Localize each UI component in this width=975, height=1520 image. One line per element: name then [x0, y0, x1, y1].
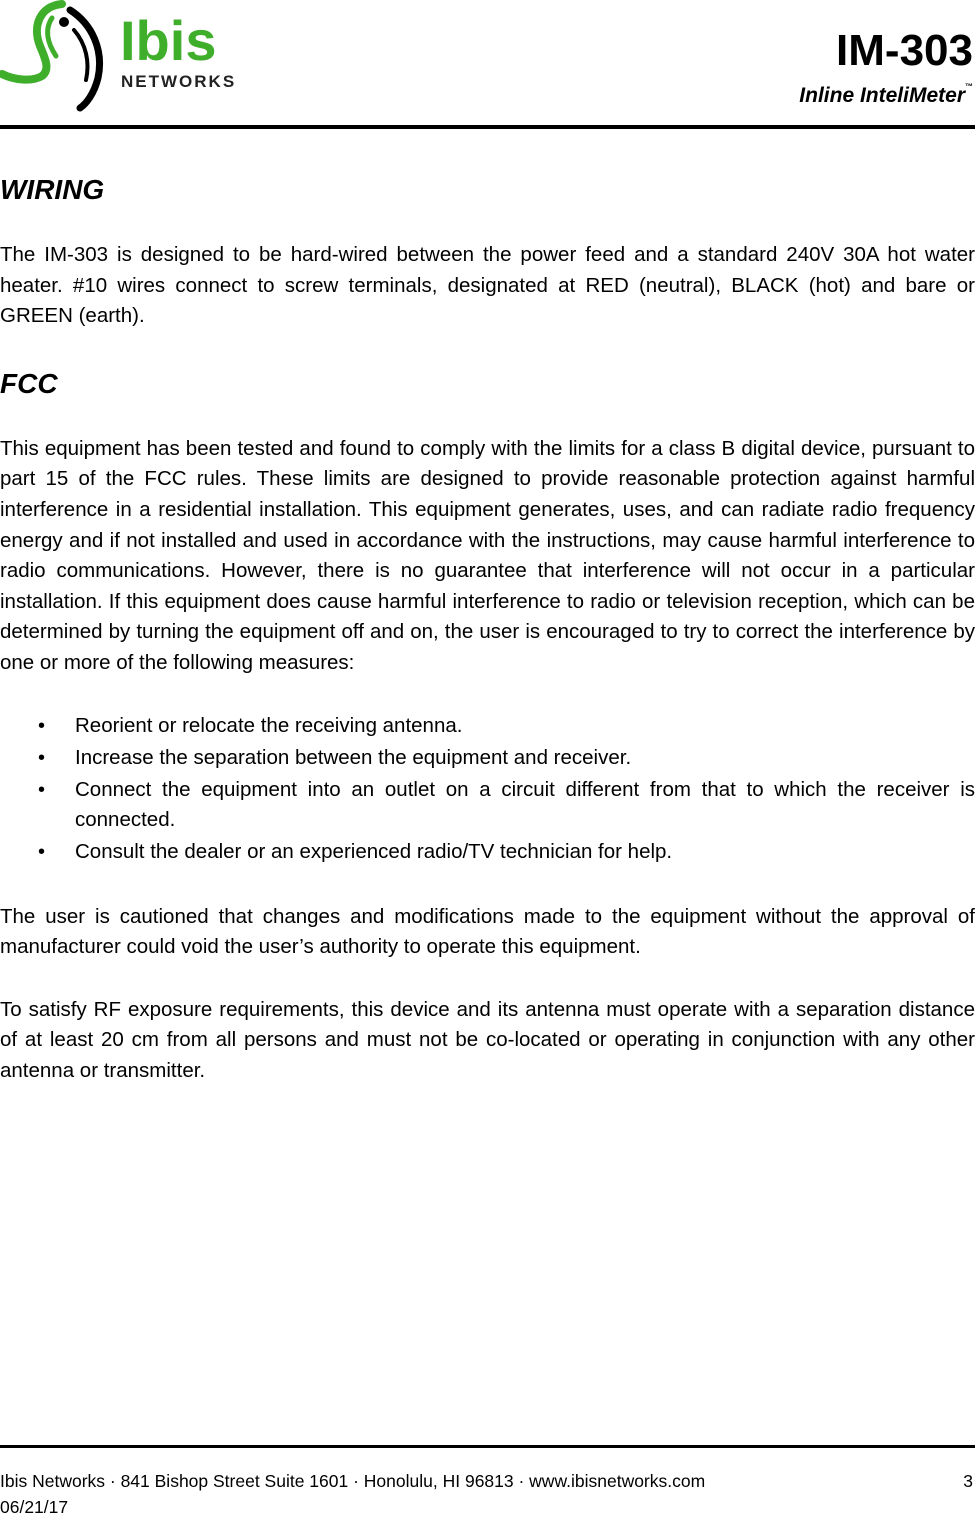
footer-address: Ibis Networks · 841 Bishop Street Suite 1601 · Honolulu, HI 96813 · www.ibisnetworks.com	[0, 1471, 706, 1491]
page-header	[0, 0, 975, 130]
ibis-networks-logo	[0, 0, 250, 112]
page-footer	[0, 1468, 975, 1520]
product-name: Inline InteliMeter	[799, 84, 965, 107]
header-divider	[0, 125, 975, 129]
measure-text: Reorient or relocate the receiving antenna.	[75, 713, 463, 737]
measure-text: Consult the dealer or an experienced radio/TV technician for help.	[75, 840, 673, 864]
logo-brand-text: Ibis	[120, 9, 217, 72]
list-item	[0, 743, 975, 774]
wiring-paragraph: The IM-303 is designed to be hard-wired between the power feed and a standard 240V 30A hot water heater. #10 wires connect to screw terminals, designated at RED (neutral), BLACK (hot) and bare or GREEN (earth).	[0, 243, 975, 328]
wiring-heading: WIRING	[0, 174, 105, 205]
page-number: 3	[963, 1471, 973, 1491]
footer-date: 06/21/17	[0, 1497, 69, 1517]
document-body	[0, 170, 975, 1086]
bullet-icon: •	[38, 778, 46, 801]
fcc-intro-paragraph: This equipment has been tested and found to comply with the limits for a class B digital device, pursuant to part 15 of the FCC rules. These limits are designed to provide reasonable protection against harmful interference in a residential installation. This equipment generates, uses, and can radiate radio frequency energy and if not installed and used in accordance with the instructions, may cause harmful interference to radio communications. However, there is no guarantee that interference will not occur in a particular installation. If this equipment does cause harmful interference to radio or television reception, which can be determined by turning the equipment off and on, the user is encouraged to try to correct the interference by one or more of the following measures:	[0, 436, 975, 674]
bullet-icon: •	[38, 714, 46, 737]
list-item	[0, 711, 975, 742]
rf-exposure-paragraph: To satisfy RF exposure requirements, this device and its antenna must operate with a separation distance of at least 20 cm from all persons and must not be co-located or operating in conjunction with any other antenna or transmitter.	[0, 997, 975, 1082]
measure-text: Increase the separation between the equipment and receiver.	[75, 745, 632, 769]
caution-paragraph: The user is cautioned that changes and modifications made to the equipment without the approval of manufacturer could void the user’s authority to operate this equipment.	[0, 904, 975, 959]
list-item	[0, 775, 975, 836]
footer-divider	[0, 1445, 975, 1448]
model-title: IM-303	[836, 26, 973, 75]
fcc-heading: FCC	[0, 367, 58, 399]
list-item	[0, 837, 975, 868]
measure-text: Connect the equipment into an outlet on a circuit different from that to which the receiver is connected.	[75, 777, 975, 832]
logo-subbrand-text: NETWORKS	[121, 72, 237, 91]
trademark-mark: ™	[965, 82, 973, 91]
bullet-icon: •	[38, 841, 46, 864]
bullet-icon: •	[38, 746, 46, 769]
ibis-bird-icon	[0, 0, 250, 112]
fcc-measures-list	[0, 711, 975, 868]
